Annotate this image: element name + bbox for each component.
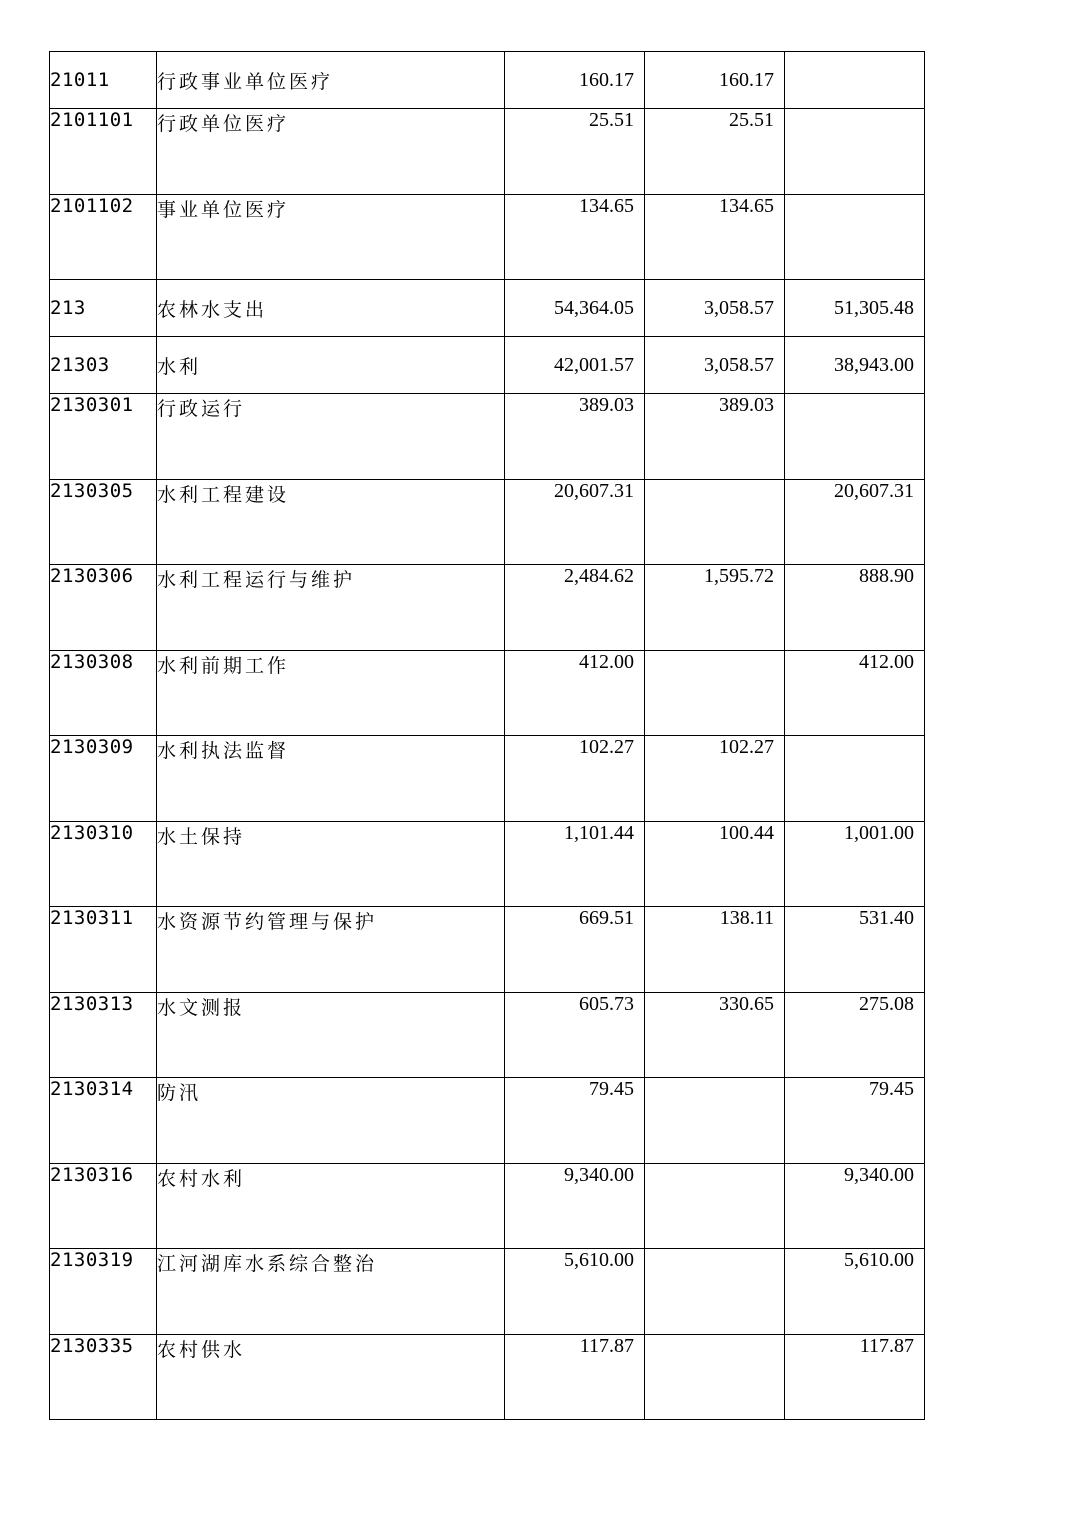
table-row [50, 52, 925, 109]
basic-expenditure-cell: 1,595.72 [645, 565, 785, 651]
basic-expenditure-cell [645, 650, 785, 736]
basic-expenditure-cell: 134.65 [645, 194, 785, 280]
total-amount-cell: 2,484.62 [505, 565, 645, 651]
basic-expenditure-cell: 25.51 [645, 109, 785, 195]
basic-expenditure-cell: 3,058.57 [645, 280, 785, 337]
subject-code-cell: 2130319 [50, 1249, 157, 1335]
table-row [50, 907, 925, 993]
project-expenditure-cell: 9,340.00 [785, 1163, 925, 1249]
table-row [50, 280, 925, 337]
subject-name-cell: 水文测报 [157, 992, 505, 1078]
total-amount-cell: 102.27 [505, 736, 645, 822]
subject-code-cell: 2130335 [50, 1334, 157, 1420]
total-amount-cell: 54,364.05 [505, 280, 645, 337]
project-expenditure-cell [785, 194, 925, 280]
subject-name-cell: 防汛 [157, 1078, 505, 1164]
table-row [50, 1334, 925, 1420]
total-amount-cell: 9,340.00 [505, 1163, 645, 1249]
project-expenditure-cell [785, 736, 925, 822]
subject-code-cell: 213 [50, 280, 157, 337]
subject-code-cell: 2130313 [50, 992, 157, 1078]
total-amount-cell: 42,001.57 [505, 337, 645, 394]
basic-expenditure-cell [645, 1078, 785, 1164]
subject-code-cell: 2130301 [50, 394, 157, 480]
subject-name-cell: 水利工程建设 [157, 479, 505, 565]
basic-expenditure-cell: 102.27 [645, 736, 785, 822]
basic-expenditure-cell: 389.03 [645, 394, 785, 480]
project-expenditure-cell: 888.90 [785, 565, 925, 651]
subject-name-cell: 水资源节约管理与保护 [157, 907, 505, 993]
subject-name-cell: 农村水利 [157, 1163, 505, 1249]
table-row [50, 1163, 925, 1249]
total-amount-cell: 134.65 [505, 194, 645, 280]
total-amount-cell: 160.17 [505, 52, 645, 109]
table-row [50, 194, 925, 280]
total-amount-cell: 20,607.31 [505, 479, 645, 565]
subject-code-cell: 21011 [50, 52, 157, 109]
subject-code-cell: 2130310 [50, 821, 157, 907]
subject-code-cell: 2101102 [50, 194, 157, 280]
table-row [50, 736, 925, 822]
subject-name-cell: 农林水支出 [157, 280, 505, 337]
total-amount-cell: 79.45 [505, 1078, 645, 1164]
project-expenditure-cell [785, 52, 925, 109]
basic-expenditure-cell: 330.65 [645, 992, 785, 1078]
table-row [50, 650, 925, 736]
subject-code-cell: 2130311 [50, 907, 157, 993]
table-row [50, 109, 925, 195]
subject-code-cell: 2130314 [50, 1078, 157, 1164]
subject-code-cell: 2130308 [50, 650, 157, 736]
subject-name-cell: 江河湖库水系综合整治 [157, 1249, 505, 1335]
project-expenditure-cell [785, 109, 925, 195]
project-expenditure-cell: 20,607.31 [785, 479, 925, 565]
basic-expenditure-cell [645, 1334, 785, 1420]
total-amount-cell: 605.73 [505, 992, 645, 1078]
basic-expenditure-cell: 138.11 [645, 907, 785, 993]
basic-expenditure-cell [645, 479, 785, 565]
project-expenditure-cell: 79.45 [785, 1078, 925, 1164]
subject-code-cell: 2130309 [50, 736, 157, 822]
project-expenditure-cell: 51,305.48 [785, 280, 925, 337]
subject-name-cell: 行政单位医疗 [157, 109, 505, 195]
basic-expenditure-cell [645, 1249, 785, 1335]
subject-code-cell: 21303 [50, 337, 157, 394]
subject-name-cell: 水利工程运行与维护 [157, 565, 505, 651]
table-row [50, 821, 925, 907]
table-row [50, 394, 925, 480]
subject-name-cell: 农村供水 [157, 1334, 505, 1420]
table-body [50, 52, 925, 1420]
subject-code-cell: 2130306 [50, 565, 157, 651]
total-amount-cell: 412.00 [505, 650, 645, 736]
subject-name-cell: 水利 [157, 337, 505, 394]
subject-code-cell: 2101101 [50, 109, 157, 195]
project-expenditure-cell: 531.40 [785, 907, 925, 993]
basic-expenditure-cell: 3,058.57 [645, 337, 785, 394]
project-expenditure-cell: 38,943.00 [785, 337, 925, 394]
subject-name-cell: 行政运行 [157, 394, 505, 480]
project-expenditure-cell: 5,610.00 [785, 1249, 925, 1335]
total-amount-cell: 1,101.44 [505, 821, 645, 907]
project-expenditure-cell: 275.08 [785, 992, 925, 1078]
table-row [50, 1249, 925, 1335]
total-amount-cell: 5,610.00 [505, 1249, 645, 1335]
project-expenditure-cell [785, 394, 925, 480]
project-expenditure-cell: 412.00 [785, 650, 925, 736]
table-row [50, 1078, 925, 1164]
total-amount-cell: 669.51 [505, 907, 645, 993]
budget-table [49, 51, 925, 1420]
project-expenditure-cell: 117.87 [785, 1334, 925, 1420]
subject-name-cell: 事业单位医疗 [157, 194, 505, 280]
total-amount-cell: 25.51 [505, 109, 645, 195]
subject-code-cell: 2130316 [50, 1163, 157, 1249]
table-row [50, 337, 925, 394]
table-row [50, 565, 925, 651]
subject-code-cell: 2130305 [50, 479, 157, 565]
table-row [50, 479, 925, 565]
subject-name-cell: 水利执法监督 [157, 736, 505, 822]
subject-name-cell: 水土保持 [157, 821, 505, 907]
basic-expenditure-cell: 100.44 [645, 821, 785, 907]
project-expenditure-cell: 1,001.00 [785, 821, 925, 907]
total-amount-cell: 117.87 [505, 1334, 645, 1420]
subject-name-cell: 行政事业单位医疗 [157, 52, 505, 109]
basic-expenditure-cell [645, 1163, 785, 1249]
total-amount-cell: 389.03 [505, 394, 645, 480]
table-row [50, 992, 925, 1078]
basic-expenditure-cell: 160.17 [645, 52, 785, 109]
subject-name-cell: 水利前期工作 [157, 650, 505, 736]
